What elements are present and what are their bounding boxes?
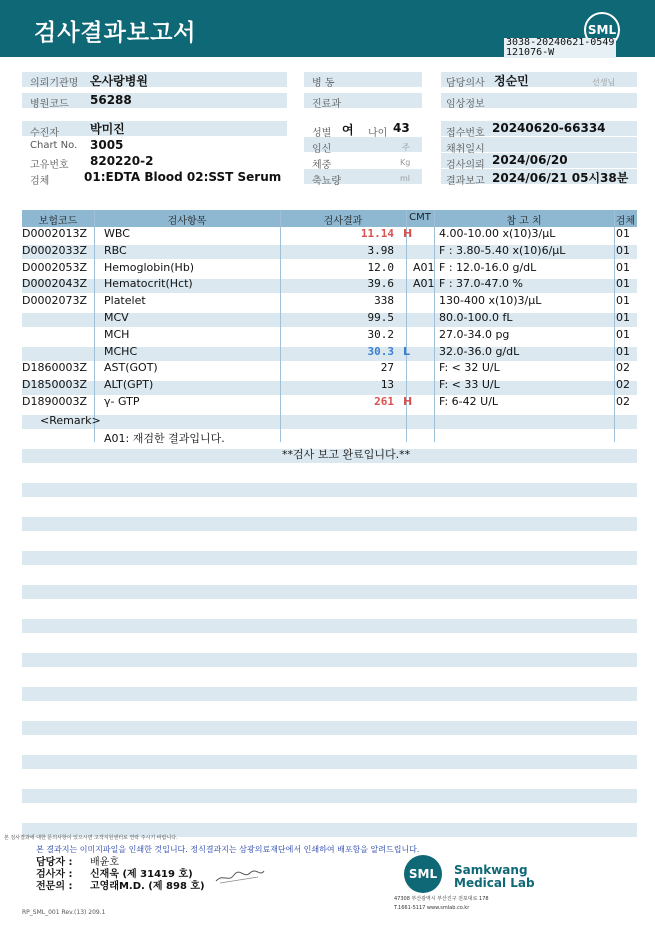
receipt-no-value: 20240620-66334 (492, 121, 606, 135)
test-item: MCH (104, 328, 130, 341)
institution-value: 온사랑병원 (90, 74, 148, 88)
comment-code: A01 (413, 277, 435, 290)
test-item: Hemoglobin(Hb) (104, 261, 195, 274)
form-code: RP_SML_001 Rev.(13) 209.1 (22, 909, 106, 916)
reference-range: 32.0-36.0 g/dL (439, 345, 520, 358)
insurance-code: D0002013Z (22, 227, 87, 240)
reference-range: F : 12.0-16.0 g/dL (439, 261, 537, 274)
company-address: 47308 부산광역시 부산진구 전포대로 178 (394, 896, 489, 902)
report-date-value: 2024/06/21 05시38분 (492, 171, 629, 185)
row-stripe (22, 415, 637, 429)
hospital-code-label: 병원코드 (30, 99, 69, 110)
urine-unit: ml (400, 174, 411, 183)
insurance-code: D0002053Z (22, 261, 87, 274)
row-stripe (22, 789, 637, 803)
insurance-code: D0002033Z (22, 244, 87, 257)
insurance-code: D1850003Z (22, 378, 87, 391)
result-flag: H (403, 395, 413, 408)
company-logo-icon: SML (404, 855, 442, 893)
specimen-code: 01 (616, 277, 630, 290)
doctor-label: 담당의사 (446, 78, 485, 89)
row-stripe (22, 721, 637, 735)
pregnancy-label: 임신 (312, 144, 332, 155)
test-item: ALT(GPT) (104, 378, 154, 391)
chart-no-value: 3005 (90, 138, 124, 152)
test-item: WBC (104, 227, 130, 240)
reference-range: F: < 32 U/L (439, 361, 500, 374)
doctor-suffix: 선생님 (592, 78, 616, 87)
specimen-code: 01 (616, 328, 630, 341)
reference-range: F : 37.0-47.0 % (439, 277, 523, 290)
insurance-code: D1860003Z (22, 361, 87, 374)
reference-range: 4.00-10.00 x(10)3/μL (439, 227, 556, 240)
test-result: 11.14 (360, 227, 394, 240)
test-result: 261 (374, 395, 394, 408)
result-flag: L (403, 345, 411, 358)
id-no-value: 820220-2 (90, 154, 154, 168)
test-result: 13 (380, 378, 394, 391)
tester-name: 신재욱 (제 31419 호) (90, 869, 193, 880)
comment-code: A01 (413, 261, 435, 274)
test-item: RBC (104, 244, 127, 257)
test-result: 12.0 (367, 261, 394, 274)
test-item: γ- GTP (104, 395, 140, 408)
specimen-code: 01 (616, 294, 630, 307)
specimen-label: 검체 (30, 176, 50, 187)
report-date-label: 결과보고 (446, 176, 485, 187)
report-title: 검사결과보고서 (34, 20, 197, 46)
collect-time-label: 채취일시 (446, 144, 485, 155)
specimen-code: 01 (616, 261, 630, 274)
patient-name: 박미진 (90, 122, 125, 136)
test-result: 99.5 (367, 311, 394, 324)
row-stripe (22, 483, 637, 497)
reporter-label: 담당자 : (36, 857, 73, 868)
specimen-code: 02 (616, 378, 630, 391)
weight-label: 체중 (312, 160, 332, 171)
reference-range: F: 6-42 U/L (439, 395, 499, 408)
row-stripe (22, 585, 637, 599)
pregnancy-unit: 주 (402, 143, 410, 152)
specimen-code: 02 (616, 395, 630, 408)
sml-logo-icon: SML (584, 12, 620, 48)
col-header-specimen: 검체 (615, 216, 636, 227)
weight-unit: Kg (400, 158, 411, 167)
test-item: MCV (104, 311, 129, 324)
receipt-no-label: 접수번호 (446, 128, 485, 139)
institution-label: 의뢰기관명 (30, 78, 79, 89)
request-date-value: 2024/06/20 (492, 153, 568, 167)
reference-range: 80.0-100.0 fL (439, 311, 513, 324)
test-item: Platelet (104, 294, 146, 307)
urine-label: 축뇨량 (312, 176, 341, 187)
ward-label: 병 동 (312, 78, 335, 89)
hospital-code-value: 56288 (90, 93, 132, 107)
company-name (454, 864, 535, 890)
col-header-item: 검사항목 (167, 216, 207, 227)
row-stripe (22, 755, 637, 769)
sex-label: 성별 (312, 128, 332, 139)
remark-text: A01: 재검한 결과입니다. (104, 432, 225, 445)
reference-range: 130-400 x(10)3/μL (439, 294, 542, 307)
test-result: 30.2 (367, 328, 394, 341)
remark-label: <Remark> (40, 414, 101, 427)
test-item: MCHC (104, 345, 138, 358)
company-name-line1: Samkwang (454, 863, 528, 877)
row-stripe (22, 551, 637, 565)
test-result: 338 (374, 294, 394, 307)
report-id (504, 38, 616, 58)
company-name-line2: Medical Lab (454, 876, 535, 890)
test-result: 39.6 (367, 277, 394, 290)
test-result: 27 (380, 361, 394, 374)
test-result: 3.98 (367, 244, 394, 257)
reporter-name: 배윤호 (90, 857, 119, 868)
reference-range: 27.0-34.0 pg (439, 328, 510, 341)
specimen-code: 01 (616, 345, 630, 358)
dept-label: 진료과 (312, 99, 341, 110)
row-stripe (22, 687, 637, 701)
clinical-info-label: 임상정보 (446, 99, 485, 110)
test-item: Hematocrit(Hct) (104, 277, 193, 290)
report-id-line2: 121076-W (506, 47, 555, 58)
test-result: 30.3 (367, 345, 394, 358)
row-stripe (22, 517, 637, 531)
specialist-name: 고영래M.D. (제 898 호) (90, 881, 205, 892)
specimen-code: 01 (616, 244, 630, 257)
insurance-code: D0002073Z (22, 294, 87, 307)
age-value: 43 (393, 121, 410, 135)
specimen-value: 01:EDTA Blood 02:SST Serum (84, 170, 282, 184)
col-header-code: 보험코드 (38, 216, 78, 227)
request-date-label: 검사의뢰 (446, 160, 485, 171)
specimen-code: 02 (616, 361, 630, 374)
specimen-code: 01 (616, 227, 630, 240)
col-header-cmt: CMT (409, 212, 431, 223)
test-item: AST(GOT) (104, 361, 158, 374)
specimen-code: 01 (616, 311, 630, 324)
col-header-result: 검사결과 (323, 216, 363, 227)
id-no-label: 고유번호 (30, 160, 69, 171)
specialist-label: 전문의 : (36, 881, 73, 892)
footnote: 본 검사결과에 대한 문의사항이 있으시면 고객지원센터로 연락 주시기 바랍니다. (4, 835, 178, 841)
age-label: 나이 (368, 128, 388, 139)
image-notice: 본 결과지는 이미지파일을 인쇄한 것입니다. 정식결과지는 삼광의료재단에서 인쇄하여 배포함을 알려드립니다. (36, 845, 420, 854)
company-contact: T.1661-5117 www.smlab.co.kr (394, 905, 470, 911)
row-stripe (22, 653, 637, 667)
result-flag: H (403, 227, 413, 240)
report-id-line1: 3038-20240621-0549 (506, 37, 615, 48)
report-end-text: **검사 보고 완료입니다.** (282, 448, 411, 461)
patient-label: 수진자 (30, 128, 59, 139)
col-header-reference: 참 고 치 (506, 216, 542, 227)
row-stripe (22, 619, 637, 633)
doctor-value: 정순민 (494, 74, 529, 88)
insurance-code: D1890003Z (22, 395, 87, 408)
tester-label: 검사자 : (36, 869, 73, 880)
sex-value: 여 (342, 123, 354, 137)
insurance-code: D0002043Z (22, 277, 87, 290)
reference-range: F: < 33 U/L (439, 378, 500, 391)
chart-no-label: Chart No. (30, 140, 78, 151)
reference-range: F : 3.80-5.40 x(10)6/μL (439, 244, 566, 257)
handwritten-signature (214, 865, 266, 887)
